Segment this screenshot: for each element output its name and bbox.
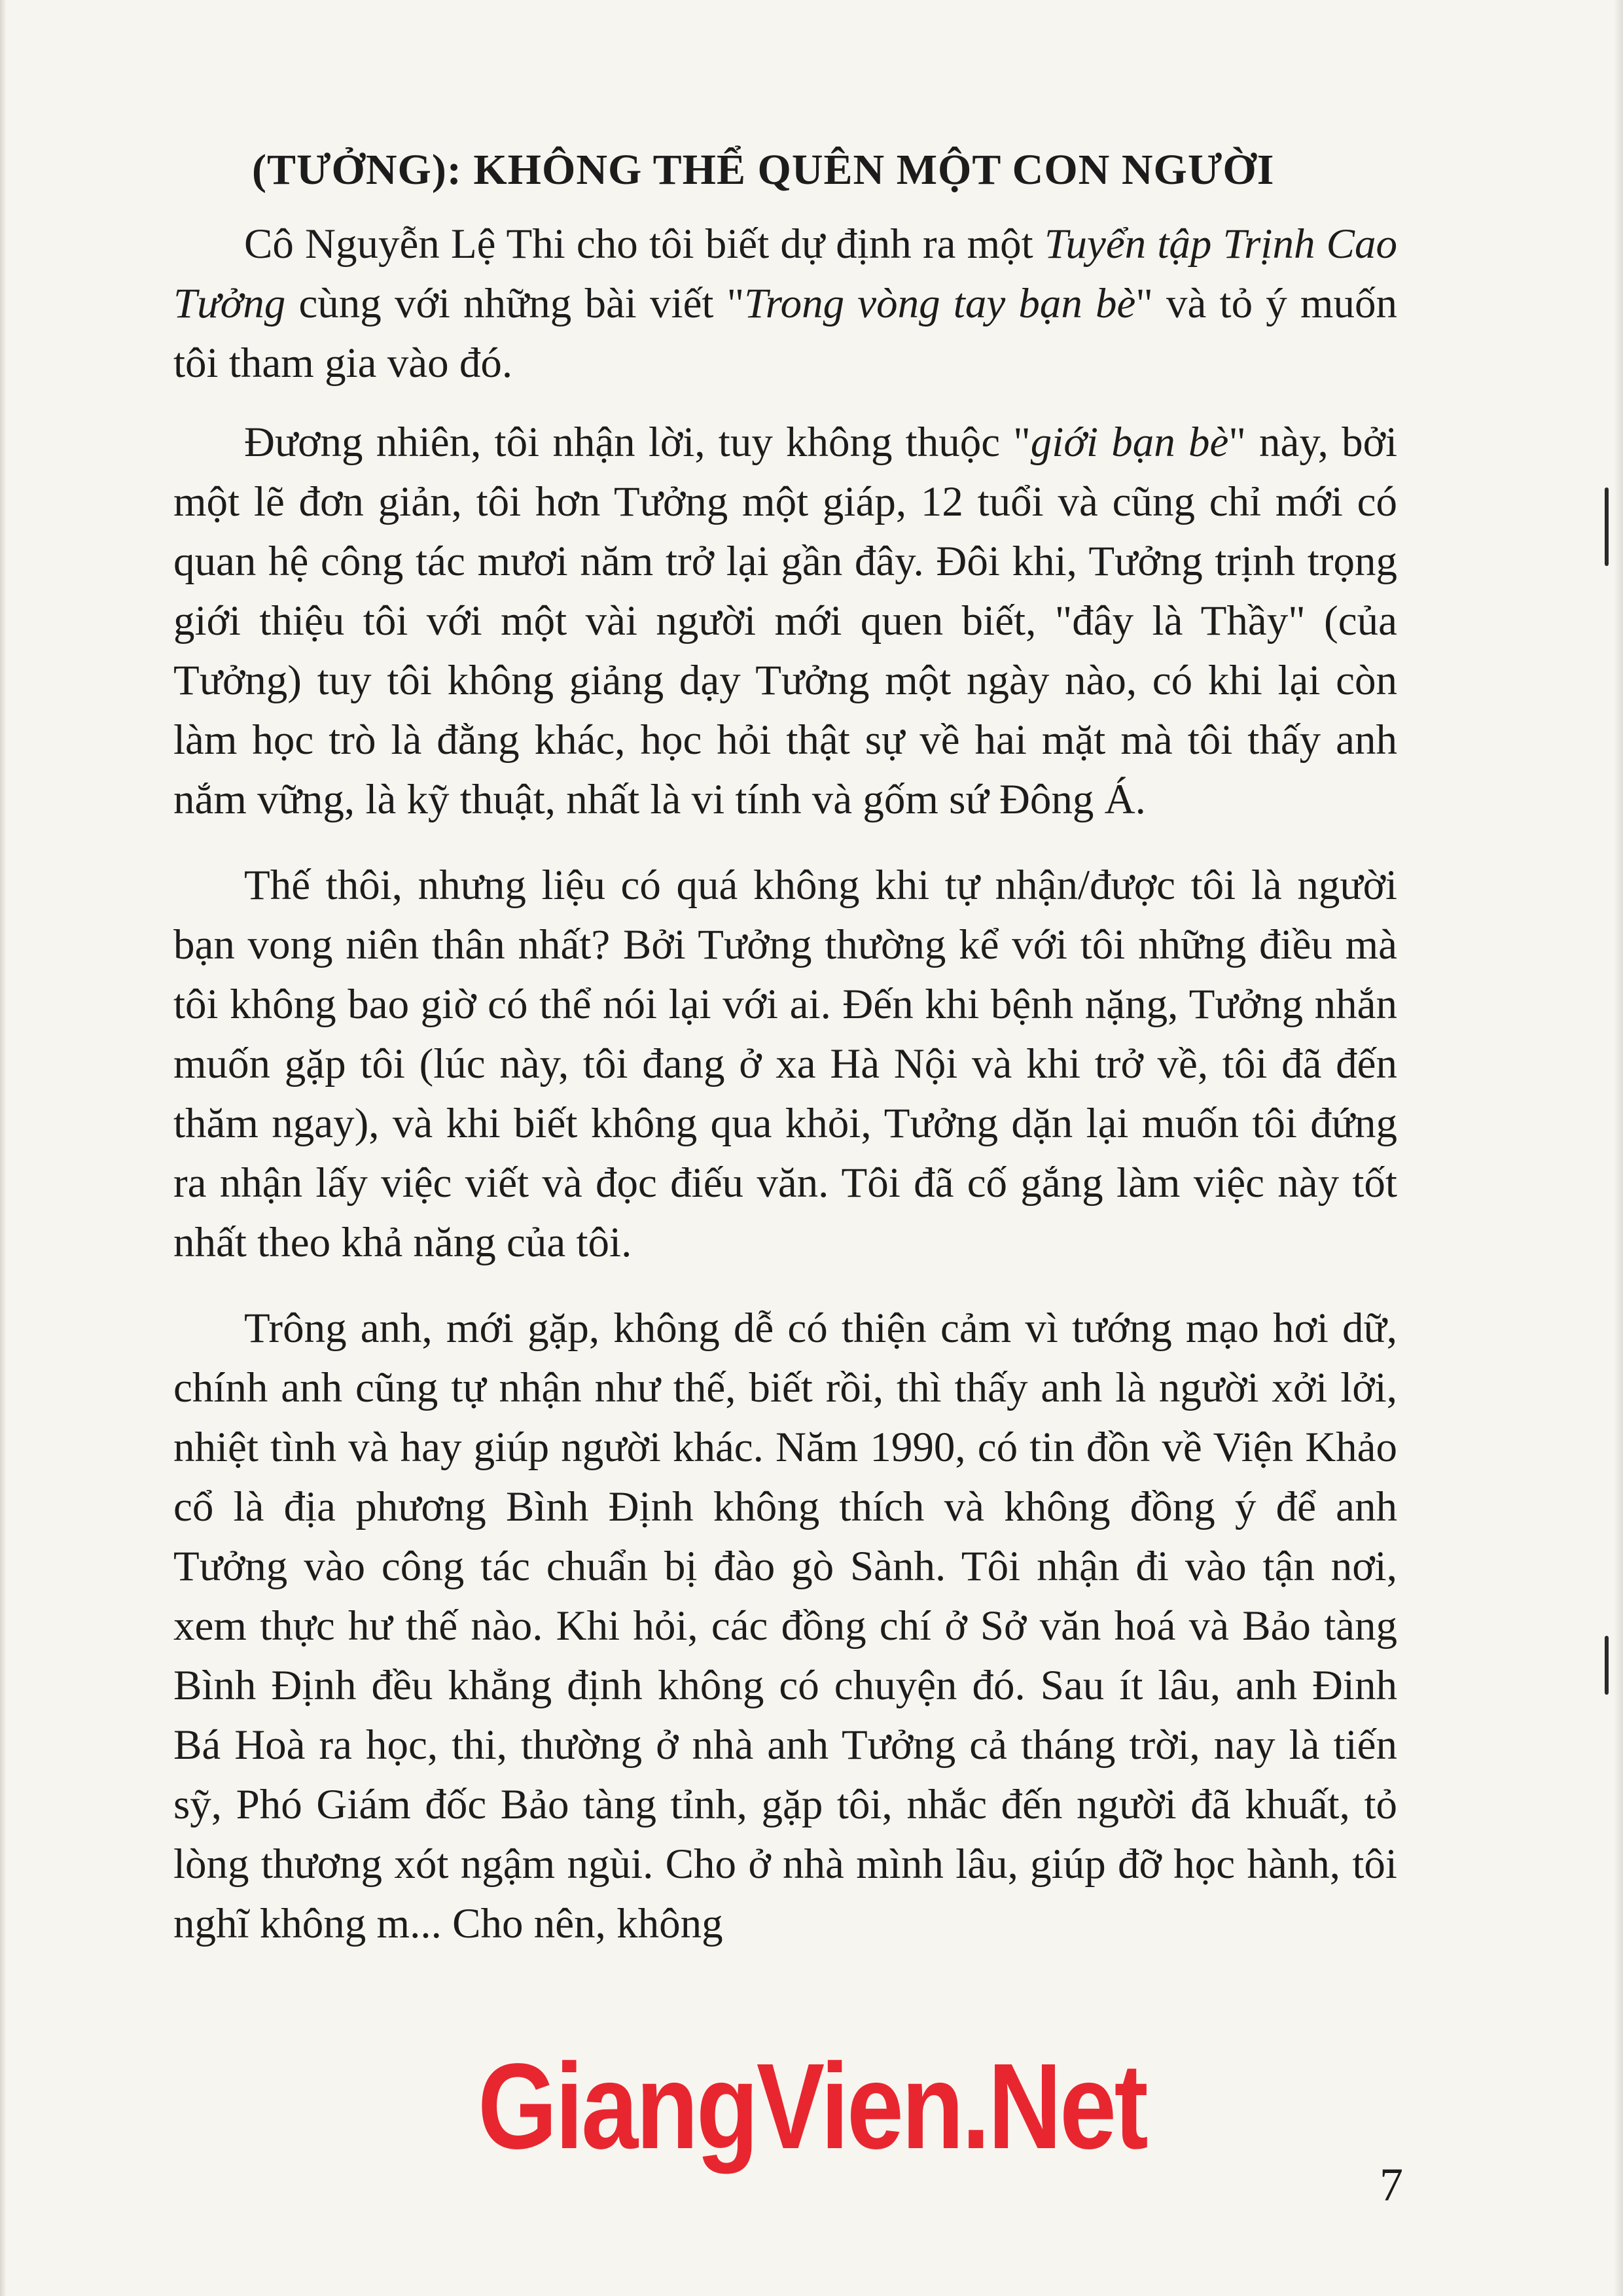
text-run: " này, bởi một lẽ đơn giản, tôi hơn Tưởng một giáp, 12 tuổi và cũng chỉ mới có quan hệ công tác mươi năm trở lại gần đây. Đôi khi, Tưởng trịnh trọng giới thiệu tôi với một vài người mới quen biết, "đây là Thầy" (của Tưởng) tuy tôi không giảng dạy Tưởng một ngày nào, có khi lại còn làm học trò là đằng khác, học hỏi thật sự về hai mặt mà tôi thấy anh nắm vững, là kỹ thuật, nhất là vi tính và gốm sứ Đông Á. <box>173 419 1397 823</box>
body-text <box>173 215 1397 1980</box>
watermark-logo: GiangVien.Net <box>478 2039 1147 2174</box>
paragraph <box>173 856 1397 1273</box>
italic-text: Trong vòng tay bạn bè <box>744 280 1136 327</box>
scan-artifact-mark <box>1605 487 1609 566</box>
italic-text: Tuyển tập Trịnh Cao Tưởng <box>173 221 1397 327</box>
text-run: Đương nhiên, tôi nhận lời, tuy không thuộc " <box>244 419 1031 466</box>
text-run: Trông anh, mới gặp, không dễ có thiện cảm vì tướng mạo hơi dữ, chính anh cũng tự nhận như thế, biết rồi, thì thấy anh là người xởi lởi, nhiệt tình và hay giúp người khác. Năm 1990, có tin đồn về Viện Khảo cổ là địa phương Bình Định không thích và không đồng ý để anh Tưởng vào công tác chuẩn bị đào gò Sành. Tôi nhận đi vào tận nơi, xem thực hư thế nào. Khi hỏi, các đồng chí ở Sở văn hoá và Bảo tàng Bình Định đều khẳng định không có chuyện đó. Sau ít lâu, anh Đinh Bá Hoà ra học, thi, thường ở nhà anh Tưởng cả tháng trời, nay là tiến sỹ, Phó Giám đốc Bảo tàng tỉnh, gặp tôi, nhắc đến người đã khuất, tỏ lòng thương xót ngậm ngùi. Cho ở nhà mình lâu, giúp đỡ học hành, tôi nghĩ không m <box>173 1305 1397 1947</box>
scan-artifact-mark <box>1605 1636 1609 1695</box>
page-right-edge-shadow <box>1614 0 1623 2296</box>
text-run: ... <box>410 1900 442 1947</box>
paragraph <box>173 215 1397 393</box>
page-left-edge-shadow <box>0 0 7 2296</box>
text-run: Cô Nguyễn Lệ Thi cho tôi biết dự định ra một <box>244 221 1044 268</box>
page-number: 7 <box>1380 2159 1403 2211</box>
paragraph <box>173 1299 1397 1954</box>
text-run: cùng với những bài viết " <box>285 280 745 327</box>
text-run: " và tỏ ý muốn tôi tham gia vào đó. <box>173 280 1397 387</box>
text-run: Thế thôi, nhưng liệu có quá không khi tự nhận/được tôi là người bạn vong niên thân nhất? Bởi Tưởng thường kể với tôi những điều mà tôi không bao giờ có thể nói lại với ai. Đến khi bệnh nặng, Tưởng nhắn muốn gặp tôi (lúc này, tôi đang ở xa Hà Nội và khi trở về, tôi đã đến thăm ngay), và khi biết không qua khỏi, Tưởng dặn lại muốn tôi đứng ra nhận lấy việc viết và đọc điếu văn. Tôi đã cố gắng làm việc này tốt nhất theo khả năng của tôi. <box>173 862 1397 1266</box>
chapter-title: (TƯỞNG): KHÔNG THỂ QUÊN MỘT CON NGƯỜI <box>252 146 1275 194</box>
text-run: Cho nên, không <box>441 1900 723 1947</box>
italic-text: giới bạn bè <box>1030 419 1229 466</box>
paragraph <box>173 413 1397 830</box>
